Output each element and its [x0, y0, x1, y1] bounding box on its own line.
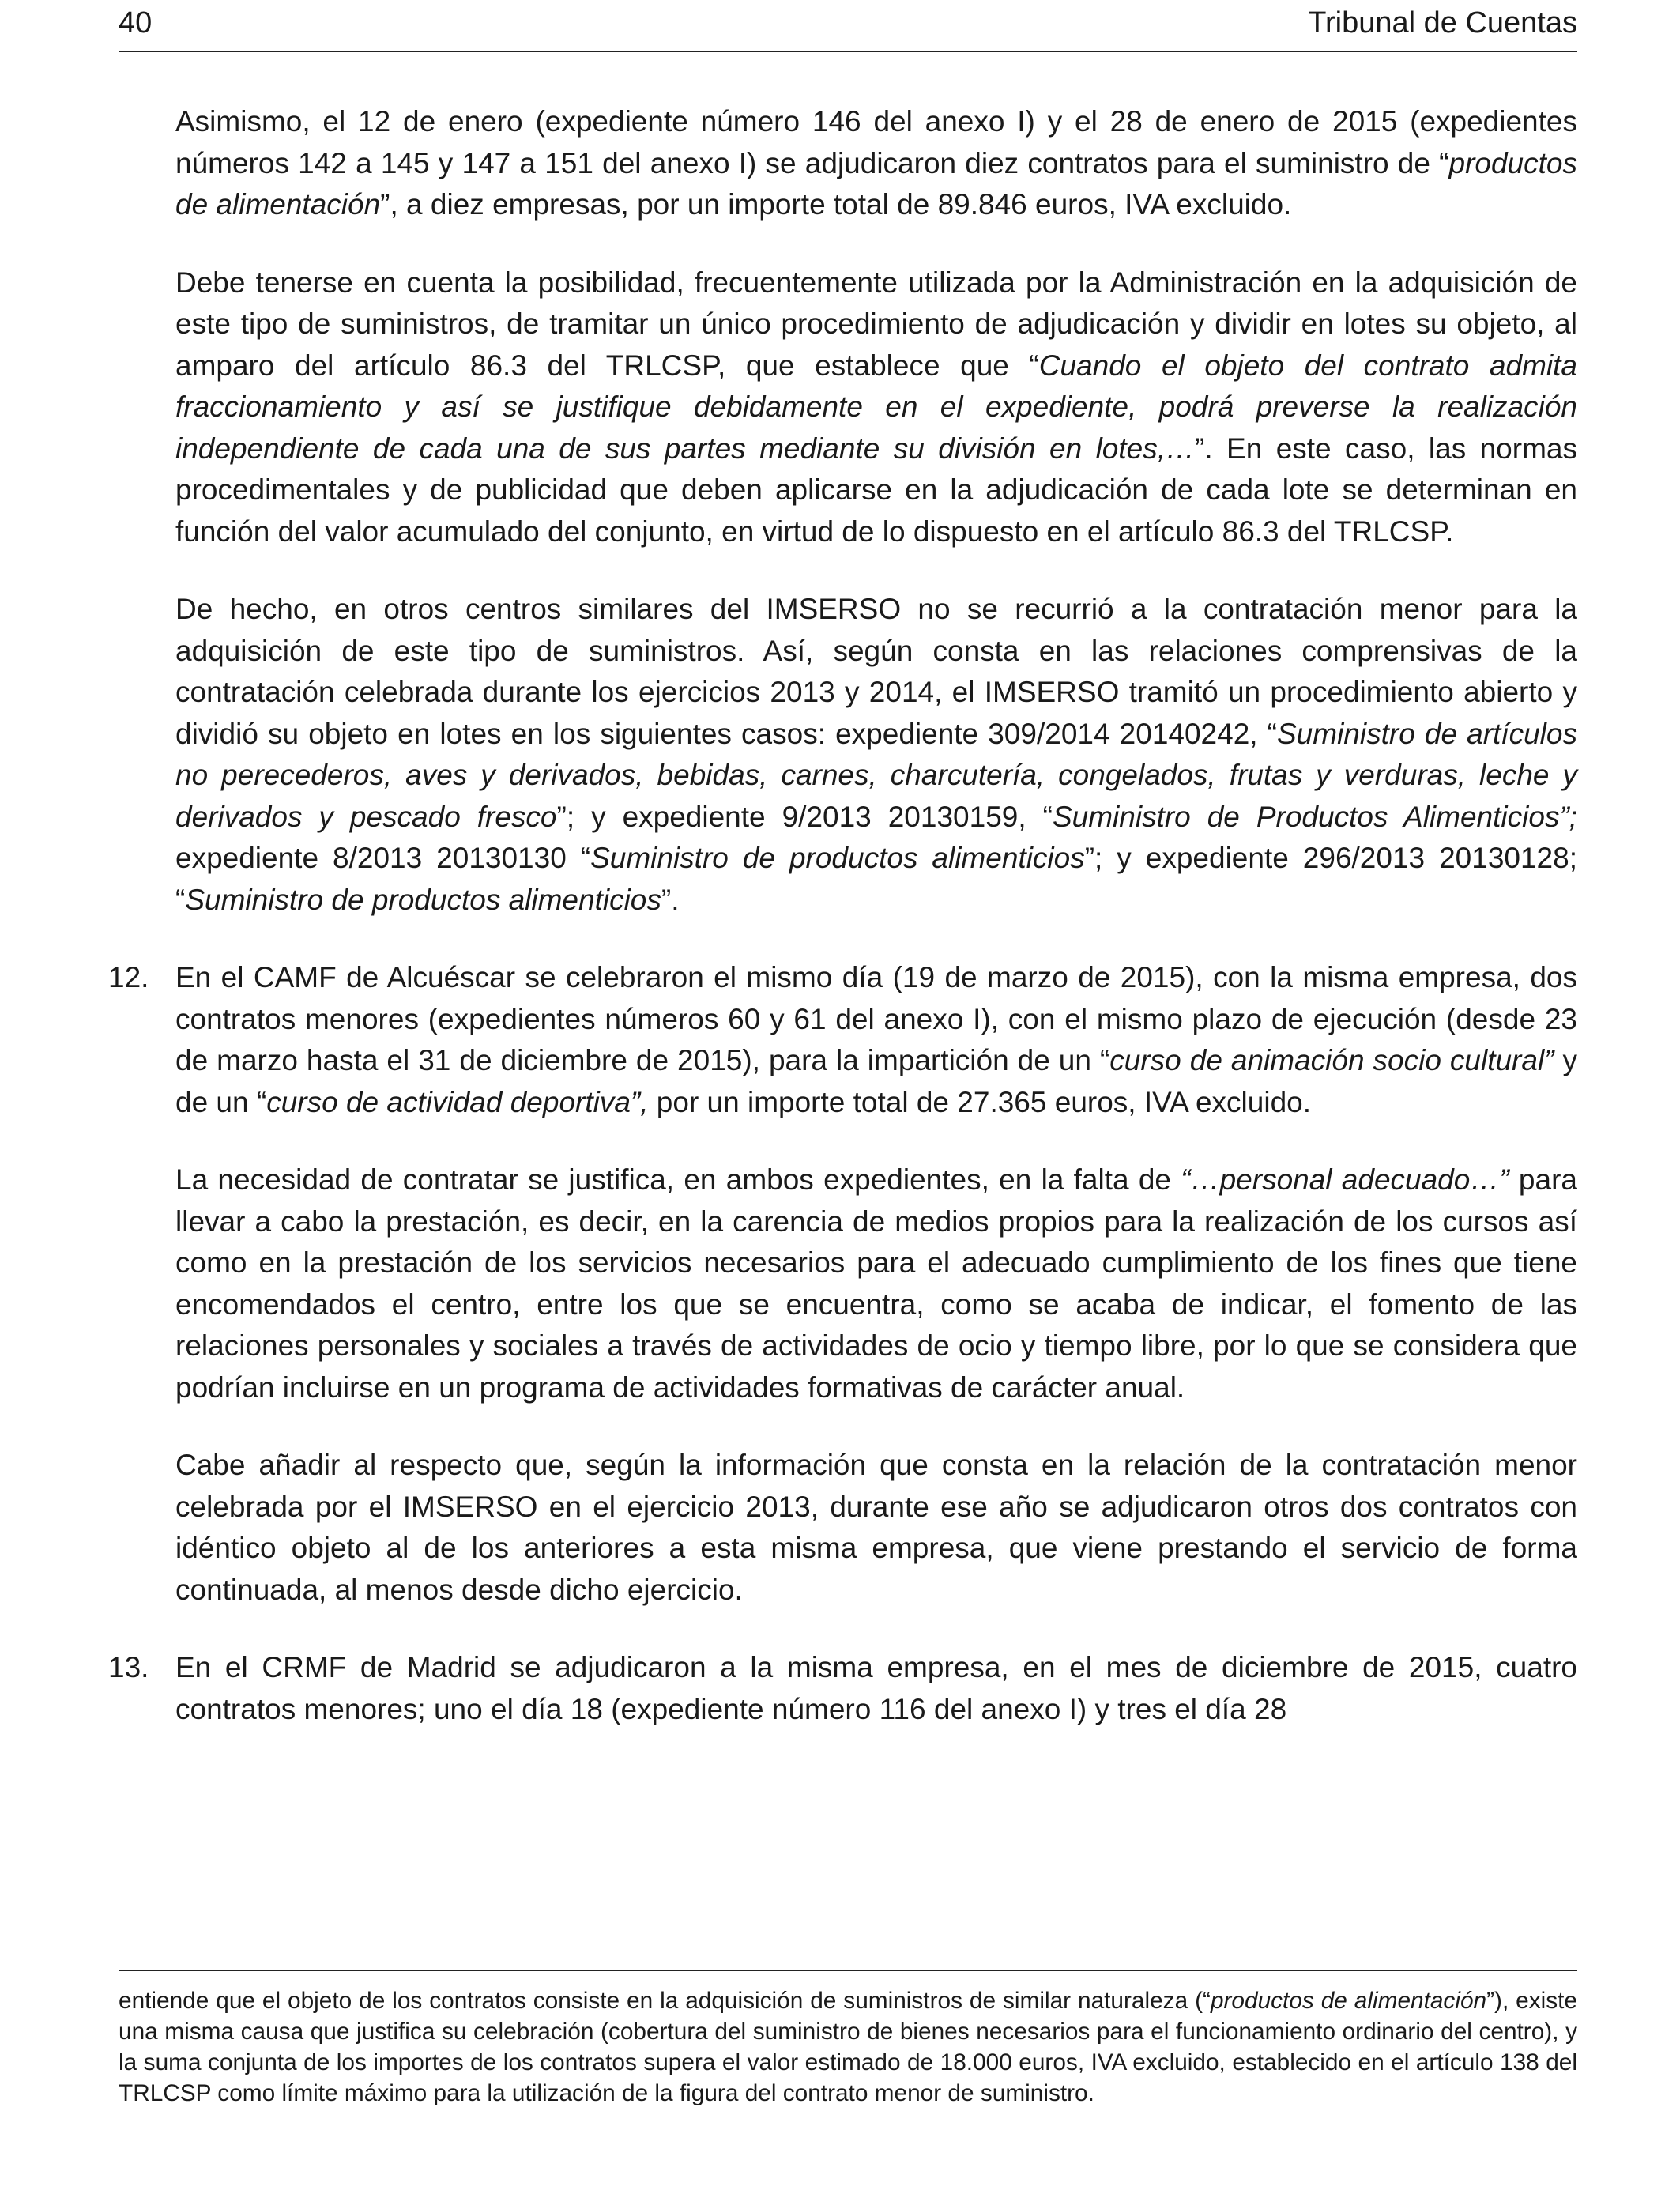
body-text	[108, 101, 1578, 1766]
running-title: Tribunal de Cuentas	[1308, 6, 1577, 40]
footnote-text: entiende que el objeto de los contratos consiste en la adquisición de suministros de similar naturaleza (“productos de alimentación”), existe una misma causa que justifica su celebración (cobertura del suministro de bienes necesarios para el funcionamiento ordinario del centro), y la suma conjunta de los importes de los contratos supera el valor estimado de 18.000 euros, IVA excluido, establecido en el artículo 138 del TRLCSP como límite máximo para la utilización de la figura del contrato menor de suministro.	[119, 1988, 1577, 2106]
paragraph-suministro-alimentacion: Asimismo, el 12 de enero (expediente número 146 del anexo I) y el 28 de enero de 2015 (expedientes números 142 a 145 y 147 a 151 del anexo I) se adjudicaron diez contratos para el suministro de “productos de alimentación”, a diez empresas, por un importe total de 89.846 euros, IVA excluido.	[175, 105, 1577, 221]
list-item-12	[108, 957, 1577, 1611]
paragraph-crmf-madrid: En el CRMF de Madrid se adjudicaron a la misma empresa, en el mes de diciembre de 2015, cuatro contratos menores; uno el día 18 (expediente número 116 del anexo I) y tres el día 28	[175, 1651, 1577, 1725]
page-number: 40	[119, 6, 153, 40]
page-header	[119, 0, 1577, 52]
paragraph-otros-centros: De hecho, en otros centros similares del IMSERSO no se recurrió a la contratación menor para la adquisición de este tipo de suministros. Así, según consta en las relaciones comprensivas de la contratación celebrada durante los ejercicios 2013 y 2014, el IMSERSO tramitó un procedimiento abierto y dividió su objeto en lotes en los siguientes casos: expediente 309/2014 20140242, “Suministro de artículos no perecederos, aves y derivados, bebidas, carnes, charcutería, congelados, frutas y verduras, leche y derivados y pescado fresco”; y expediente 9/2013 20130159, “Suministro de Productos Alimenticios”; expediente 8/2013 20130130 “Suministro de productos alimenticios”; y expediente 296/2013 20130128; “Suministro de productos alimenticios”.	[175, 593, 1578, 916]
paragraph-camf-alcuescar: En el CAMF de Alcuéscar se celebraron el mismo día (19 de marzo de 2015), con la misma empresa, dos contratos menores (expedientes números 60 y 61 del anexo I), con el mismo plazo de ejecución (desde 23 de marzo hasta el 31 de diciembre de 2015), para la impartición de un “curso de animación socio cultural” y de un “curso de actividad deportiva”, por un importe total de 27.365 euros, IVA excluido.	[175, 961, 1577, 1118]
paragraph-necesidad-contratar: La necesidad de contratar se justifica, en ambos expedientes, en la falta de “…personal adecuado…” para llevar a cabo la prestación, es decir, en la carencia de medios propios para la realización de los cursos así como en la prestación de los servicios necesarios para el adecuado cumplimiento de los fines que tiene encomendados el centro, entre los que se encuentra, como se acaba de indicar, el fomento de las relaciones personales y sociales a través de actividades de ocio y tiempo libre, por lo que se considera que podrían incluirse en un programa de actividades formativas de carácter anual.	[175, 1163, 1577, 1404]
paragraph-cabe-anadir: Cabe añadir al respecto que, según la información que consta en la relación de la contratación menor celebrada por el IMSERSO en el ejercicio 2013, durante ese año se adjudicaron otros dos contratos con idéntico objeto al de los anteriores a esta misma empresa, que viene prestando el servicio de forma continuada, al menos desde dicho ejercicio.	[175, 1449, 1577, 1606]
paragraph-division-lotes: Debe tenerse en cuenta la posibilidad, frecuentemente utilizada por la Administración en la adquisición de este tipo de suministros, de tramitar un único procedimiento de adjudicación y dividir en lotes su objeto, al amparo del artículo 86.3 del TRLCSP, que establece que “Cuando el objeto del contrato admita fraccionamiento y así se justifique debidamente en el expediente, podrá preverse la realización independiente de cada una de sus partes mediante su división en lotes,…”. En este caso, las normas procedimentales y de publicidad que deben aplicarse en la adjudicación de cada lote se determinan en función del valor acumulado del conjunto, en virtud de lo dispuesto en el artículo 86.3 del TRLCSP.	[175, 266, 1577, 548]
list-item-13	[108, 1647, 1577, 1730]
item-number: 12.	[108, 961, 149, 993]
item-number: 13.	[108, 1651, 149, 1683]
footnote-divider	[119, 1970, 1577, 1971]
